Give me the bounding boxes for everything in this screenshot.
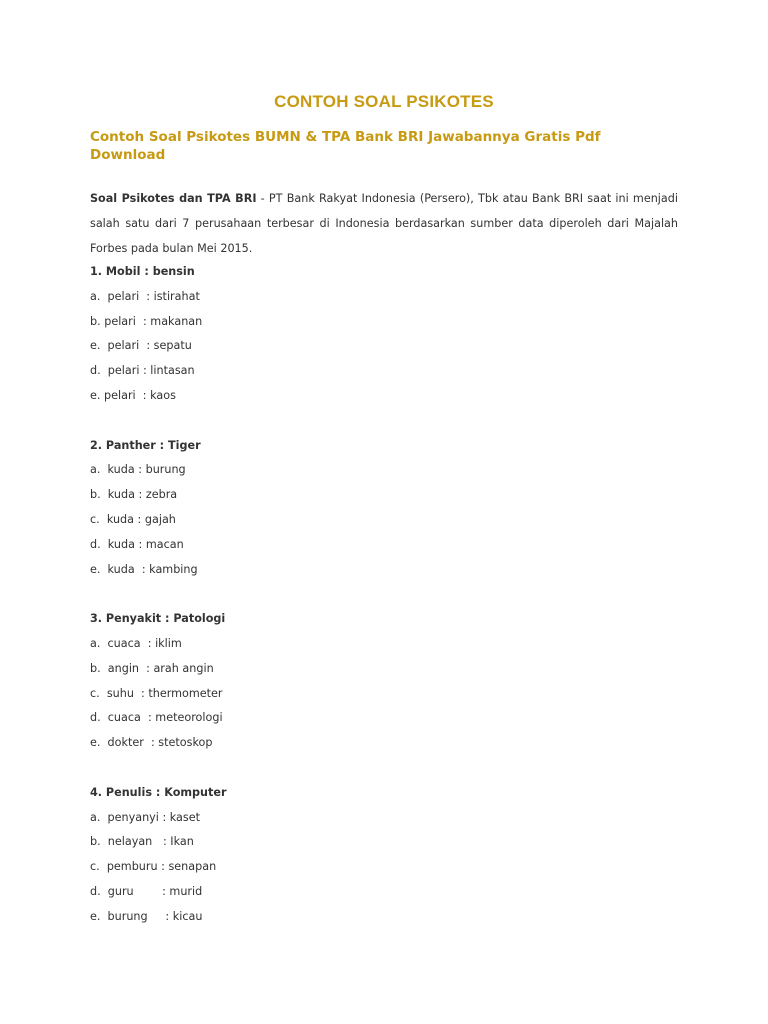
question-heading: 3. Penyakit : Patologi bbox=[90, 612, 226, 626]
intro-text: - PT Bank Rakyat Indonesia (Persero), Tbk atau Bank BRI saat ini menjadi salah satu dari 7 perusahaan terbesar di Indonesia berdasarkan sumber data diperoleh dari Majalah Forbes pada bulan Mei 2015. bbox=[90, 192, 678, 255]
answer-option: b. pelari : makanan bbox=[90, 314, 203, 328]
question-list bbox=[90, 260, 678, 930]
blank-line bbox=[90, 409, 678, 434]
answer-option: e. pelari : sepatu bbox=[90, 339, 192, 353]
question-block bbox=[90, 781, 678, 930]
blank-line bbox=[90, 756, 678, 781]
answer-option: d. pelari : lintasan bbox=[90, 364, 195, 378]
answer-option: a. cuaca : iklim bbox=[90, 636, 182, 650]
answer-option: b. nelayan : Ikan bbox=[90, 835, 194, 849]
answer-option: c. suhu : thermometer bbox=[90, 686, 223, 700]
question-heading: 2. Panther : Tiger bbox=[90, 438, 201, 452]
answer-option: e. dokter : stetoskop bbox=[90, 736, 213, 750]
question-heading: 4. Penulis : Komputer bbox=[90, 785, 227, 799]
question-block bbox=[90, 607, 678, 781]
answer-option: d. guru : murid bbox=[90, 884, 203, 898]
answer-option: e. burung : kicau bbox=[90, 909, 203, 923]
intro-paragraph bbox=[90, 187, 678, 261]
answer-option: b. angin : arah angin bbox=[90, 661, 214, 675]
blank-line bbox=[90, 582, 678, 607]
answer-option: a. pelari : istirahat bbox=[90, 289, 200, 303]
answer-option: b. kuda : zebra bbox=[90, 488, 178, 502]
question-block bbox=[90, 260, 678, 434]
answer-option: c. pemburu : senapan bbox=[90, 860, 217, 874]
document-title: CONTOH SOAL PSIKOTES bbox=[274, 92, 494, 111]
answer-option: c. kuda : gajah bbox=[90, 512, 176, 526]
answer-option: a. kuda : burung bbox=[90, 463, 186, 477]
intro-bold-lead: Soal Psikotes dan TPA BRI bbox=[90, 192, 257, 205]
question-block bbox=[90, 434, 678, 608]
document-subtitle: Contoh Soal Psikotes BUMN & TPA Bank BRI Jawabannya Gratis Pdf Download bbox=[90, 129, 601, 163]
question-heading: 1. Mobil : bensin bbox=[90, 265, 195, 278]
answer-option: d. kuda : macan bbox=[90, 537, 184, 551]
answer-option: e. kuda : kambing bbox=[90, 562, 198, 576]
answer-option: a. penyanyi : kaset bbox=[90, 810, 201, 824]
answer-option: d. cuaca : meteorologi bbox=[90, 711, 223, 725]
answer-option: e. pelari : kaos bbox=[90, 388, 176, 402]
